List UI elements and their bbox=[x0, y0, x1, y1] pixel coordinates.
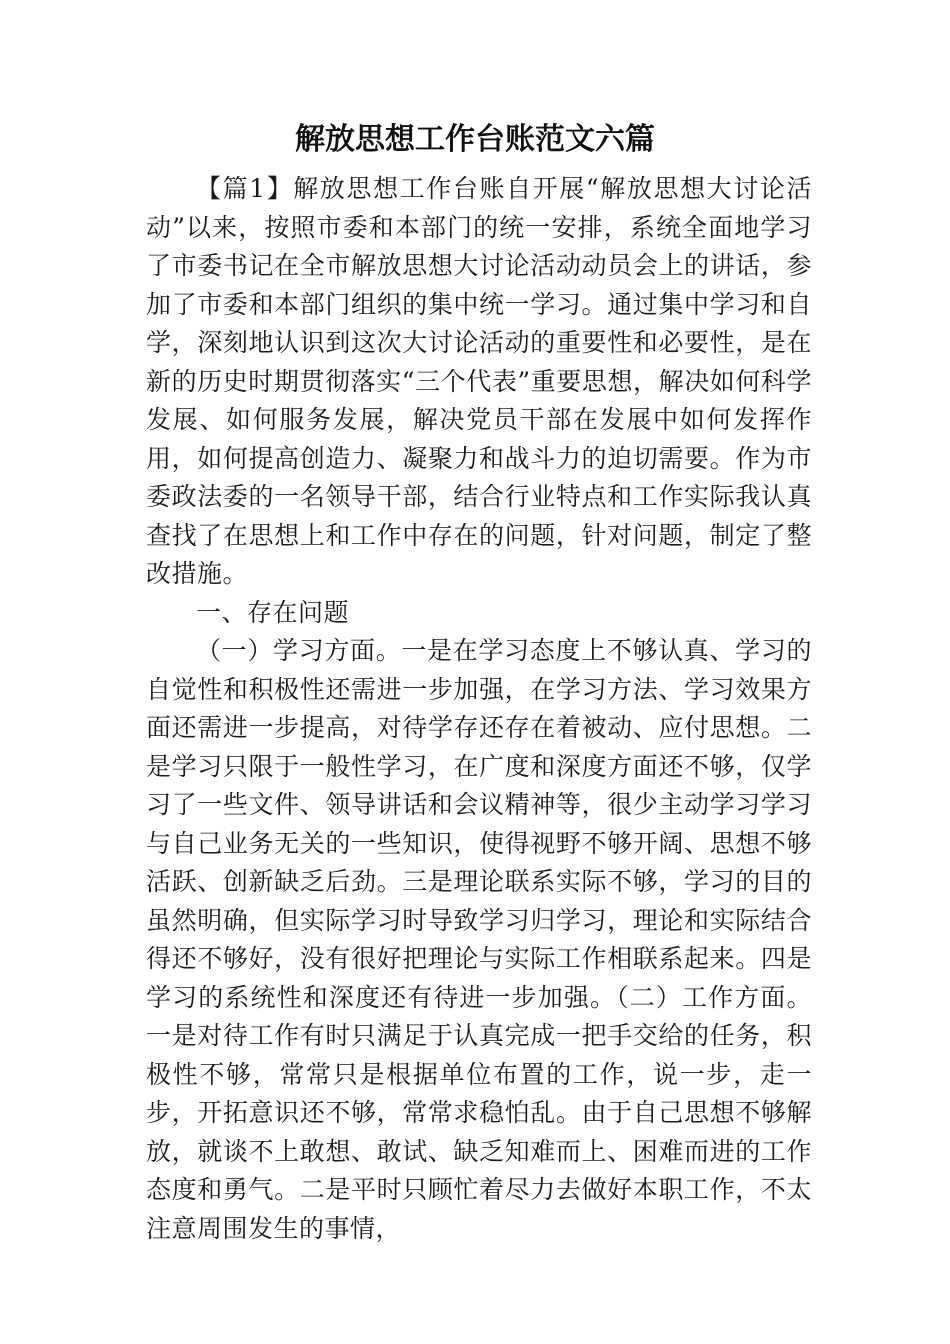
section-heading-problems: 一、存在问题 bbox=[196, 597, 350, 627]
paragraph-study-and-work: （一）学习方面。一是在学习态度上不够认真、学习的自觉性和积极性还需进一步加强，在学习方法、学习效果方面还需进一步提高，对待学存还存在着被动、应付思想。二是学习只限于一般性学习，在广度和深度方面还不够，仅学习了一些文件、领导讲话和会议精神等，很少主动学习学习与自己业务无关的一些知识，使得视野不够开阔、思想不够活跃、创新缺乏后劲。三是理论联系实际不够，学习的目的虽然明确，但实际学习时导致学习归学习，理论和实际结合得还不够好，没有很好把理论与实际工作相联系起来。四是学习的系统性和深度还有待进一步加强。（二）工作方面。一是对待工作有时只满足于认真完成一把手交给的任务，积极性不够，常常只是根据单位布置的工作，说一步，走一步，开拓意识还不够，常常求稳怕乱。由于自己思想不够解放，就谈不上敢想、敢试、缺乏知难而上、困难而进的工作态度和勇气。二是平时只顾忙着尽力去做好本职工作，不太注意周围发生的事情， bbox=[146, 636, 812, 1243]
document-title: 解放思想工作台账范文六篇 bbox=[295, 122, 655, 157]
paragraph-intro: 【篇1】解放思想工作台账自开展“解放思想大讨论活动”以来，按照市委和本部门的统一安排，系统全面地学习了市委书记在全市解放思想大讨论活动动员会上的讲话，参加了市委和本部门组织的集中统一学习。通过集中学习和自学，深刻地认识到这次大讨论活动的重要性和必要性，是在新的历史时期贯彻落实“三个代表”重要思想，解决如何科学发展、如何服务发展，解决党员干部在发展中如何发挥作用，如何提高创造力、凝聚力和战斗力的迫切需要。作为市委政法委的一名领导干部，结合行业特点和工作实际我认真查找了在思想上和工作中存在的问题，针对问题，制定了整改措施。 bbox=[146, 174, 812, 588]
document-body bbox=[146, 170, 812, 1248]
